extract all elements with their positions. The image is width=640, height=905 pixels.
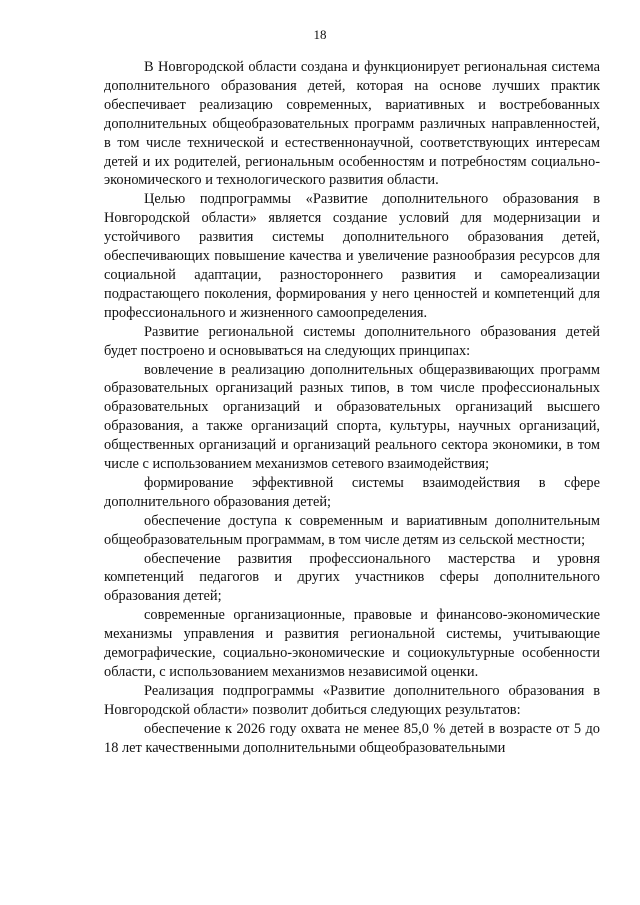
page-number: 18: [313, 27, 327, 42]
paragraph-result-coverage: обеспечение к 2026 году охвата не менее 85,0 % детей в возрасте от 5 до 18 лет качественными дополнительными общеобразовательными: [104, 720, 600, 756]
paragraph-principle-professional: обеспечение развития профессионального мастерства и уровня компетенций педагогов и других участников сферы дополнительного образования детей;: [104, 550, 600, 605]
paragraph-regional-system: В Новгородской области создана и функционирует региональная система дополнительного образования детей, которая на основе лучших практик обеспечивает реализацию современных, вариативных и востребованных дополнительных общеобразовательных программ различных направленностей, в том числе технической и естественнонаучной, соответствующих интересам детей и их родителей, региональным особенностям и потребностям социально-экономического и технологического развития области.: [104, 59, 600, 189]
paragraph-principle-interaction: формирование эффективной системы взаимодействия в сфере дополнительного образования детей;: [104, 474, 600, 510]
paragraph-principles-intro: Развитие региональной системы дополнительного образования детей будет построено и основываться на следующих принципах:: [104, 323, 600, 359]
paragraph-principle-involvement: вовлечение в реализацию дополнительных общеразвивающих программ образовательных организаций разных типов, в том числе профессиональных образовательных организаций и образовательных организаций высшего образования, а также организаций спорта, культуры, научных организаций, общественных организаций и организаций реального сектора экономики, в том числе с использованием механизмов сетевого взаимодействия;: [104, 361, 600, 473]
paragraph-subprogram-goal: Целью подпрограммы «Развитие дополнительного образования в Новгородской области» является создание условий для модернизации и устойчивого развития системы дополнительного образования детей, обеспечивающих повышение качества и увеличение разнообразия ресурсов для социальной адаптации, разностороннего развития и самореализации подрастающего поколения, формирования у него ценностей и компетенций для профессионального и жизненного самоопределения.: [104, 191, 600, 321]
paragraph-principle-mechanisms: современные организационные, правовые и финансово-экономические механизмы управления и развития региональной системы, учитывающие демографические, социально-экономические и социокультурные особенности области, с использованием механизмов независимой оценки.: [104, 607, 600, 680]
paragraph-results-intro: Реализация подпрограммы «Развитие дополнительного образования в Новгородской области» позволит добиться следующих результатов:: [104, 682, 600, 718]
document-body: [104, 58, 600, 758]
paragraph-principle-access: обеспечение доступа к современным и вариативным дополнительным общеобразовательным программам, в том числе детям из сельской местности;: [104, 512, 600, 548]
